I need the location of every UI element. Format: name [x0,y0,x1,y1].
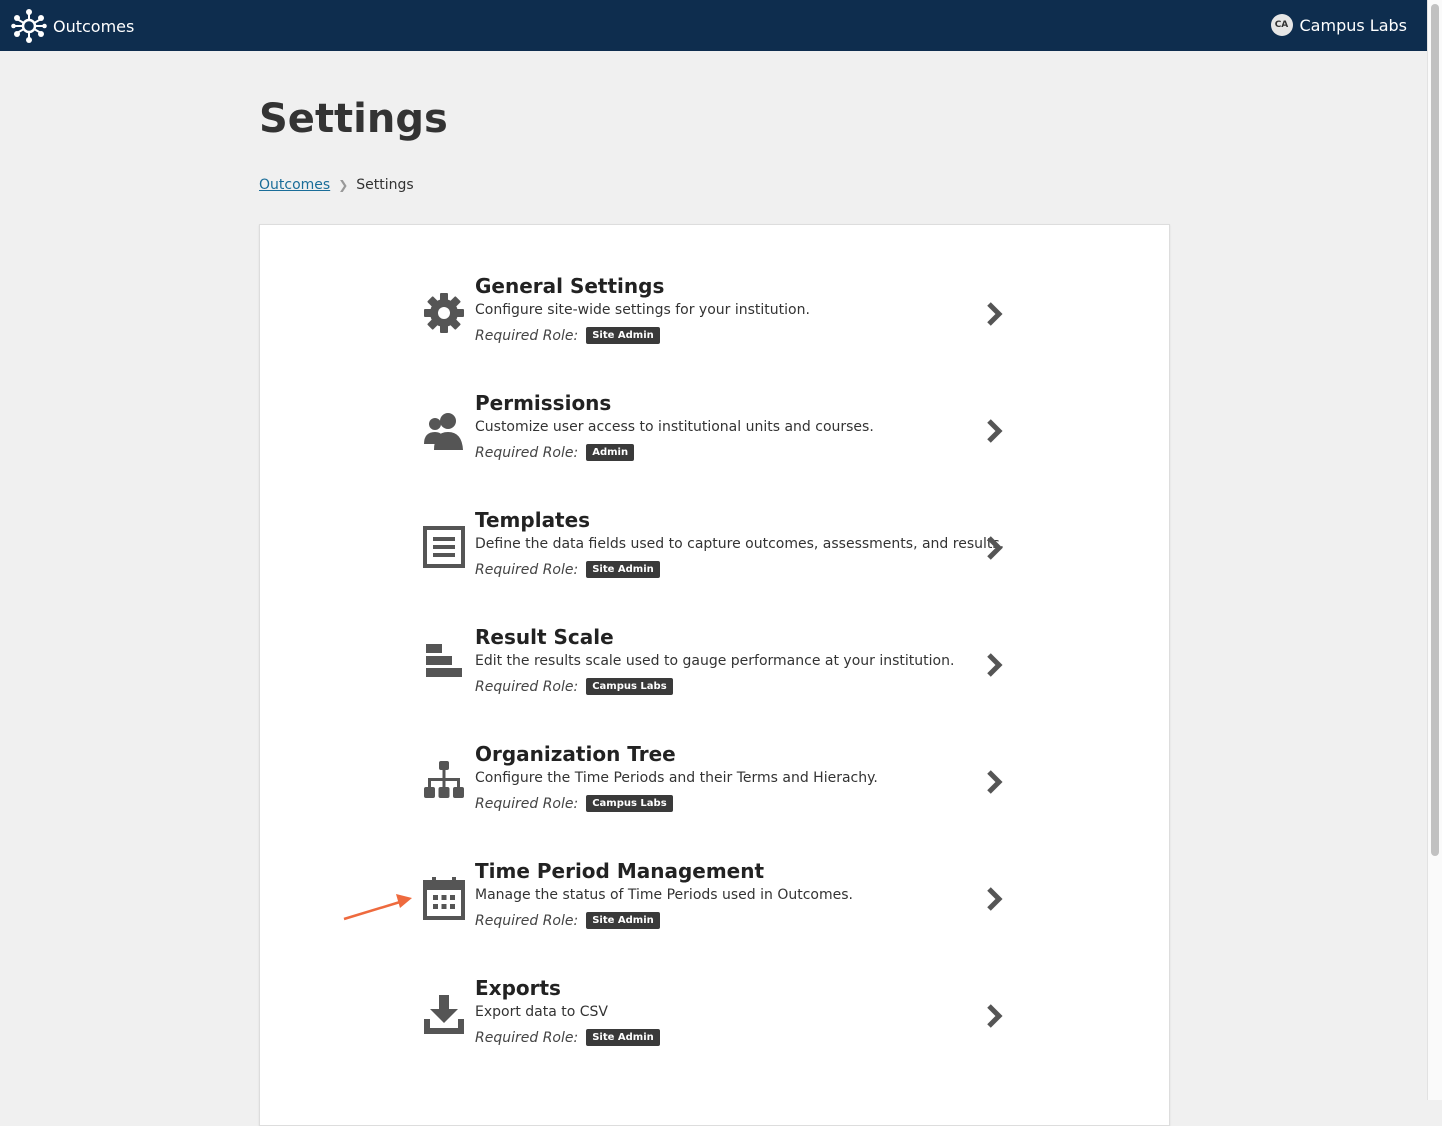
settings-panel [259,224,1170,1126]
page-title: Settings [259,96,448,142]
role-badge: Campus Labs [586,678,672,695]
setting-description: Edit the results scale used to gauge performance at your institution. [475,653,955,669]
calendar-icon [422,876,466,920]
role-label: Required Role: [475,912,579,929]
role-badge: Site Admin [586,561,660,578]
setting-description: Customize user access to institutional units and courses. [475,419,874,435]
user-avatar: CA [1271,14,1293,36]
setting-required-role [475,1029,660,1046]
setting-result-scale[interactable] [422,626,1012,726]
chevron-right-icon[interactable] [984,1002,1006,1030]
setting-description: Define the data fields used to capture outcomes, assessments, and results. [475,536,1005,552]
setting-exports[interactable] [422,977,1012,1077]
users-icon [422,408,466,452]
breadcrumb-chevron-icon: ❯ [338,178,349,192]
role-badge: Admin [586,444,634,461]
org-tree-icon [422,759,466,803]
setting-required-role [475,795,673,812]
setting-description: Configure the Time Periods and their Terms and Hierachy. [475,770,878,786]
role-badge: Site Admin [586,327,660,344]
role-badge: Site Admin [586,1029,660,1046]
setting-templates[interactable] [422,509,1012,609]
setting-description: Export data to CSV [475,1004,609,1020]
role-label: Required Role: [475,561,579,578]
role-badge: Site Admin [586,912,660,929]
setting-required-role [475,327,660,344]
app-name: Outcomes [53,16,135,36]
breadcrumb [259,177,414,193]
setting-title: General Settings [475,274,665,298]
gear-icon [422,291,466,335]
setting-description: Configure site-wide settings for your institution. [475,302,810,318]
setting-general-settings[interactable] [422,275,1012,375]
chevron-right-icon[interactable] [984,534,1006,562]
role-label: Required Role: [475,327,579,344]
setting-organization-tree[interactable] [422,743,1012,843]
brand-home-link[interactable] [11,9,134,43]
user-menu[interactable] [1271,14,1408,36]
setting-title: Permissions [475,391,612,415]
chevron-right-icon[interactable] [984,885,1006,913]
chevron-right-icon[interactable] [984,417,1006,445]
setting-title: Exports [475,976,561,1000]
page-scrollbar-thumb[interactable] [1431,4,1439,856]
breadcrumb-outcomes-link[interactable]: Outcomes [259,177,331,193]
role-label: Required Role: [475,678,579,695]
setting-permissions[interactable] [422,392,1012,492]
breadcrumb-current: Settings [356,177,414,193]
top-navbar [0,0,1427,51]
setting-title: Time Period Management [475,859,765,883]
role-label: Required Role: [475,1029,579,1046]
setting-title: Result Scale [475,625,614,649]
document-list-icon [422,525,466,569]
role-badge: Campus Labs [586,795,672,812]
chevron-right-icon[interactable] [984,651,1006,679]
role-label: Required Role: [475,444,579,461]
bar-scale-icon [422,642,466,686]
setting-title: Organization Tree [475,742,676,766]
setting-title: Templates [475,508,591,532]
setting-required-role [475,912,660,929]
setting-required-role [475,678,673,695]
download-icon [422,993,466,1037]
setting-description: Manage the status of Time Periods used in Outcomes. [475,887,853,903]
outcomes-logo-icon [11,8,47,44]
chevron-right-icon[interactable] [984,768,1006,796]
setting-time-period-management[interactable] [422,860,1012,960]
role-label: Required Role: [475,795,579,812]
chevron-right-icon[interactable] [984,300,1006,328]
user-name: Campus Labs [1299,15,1407,35]
setting-required-role [475,561,660,578]
setting-required-role [475,444,634,461]
